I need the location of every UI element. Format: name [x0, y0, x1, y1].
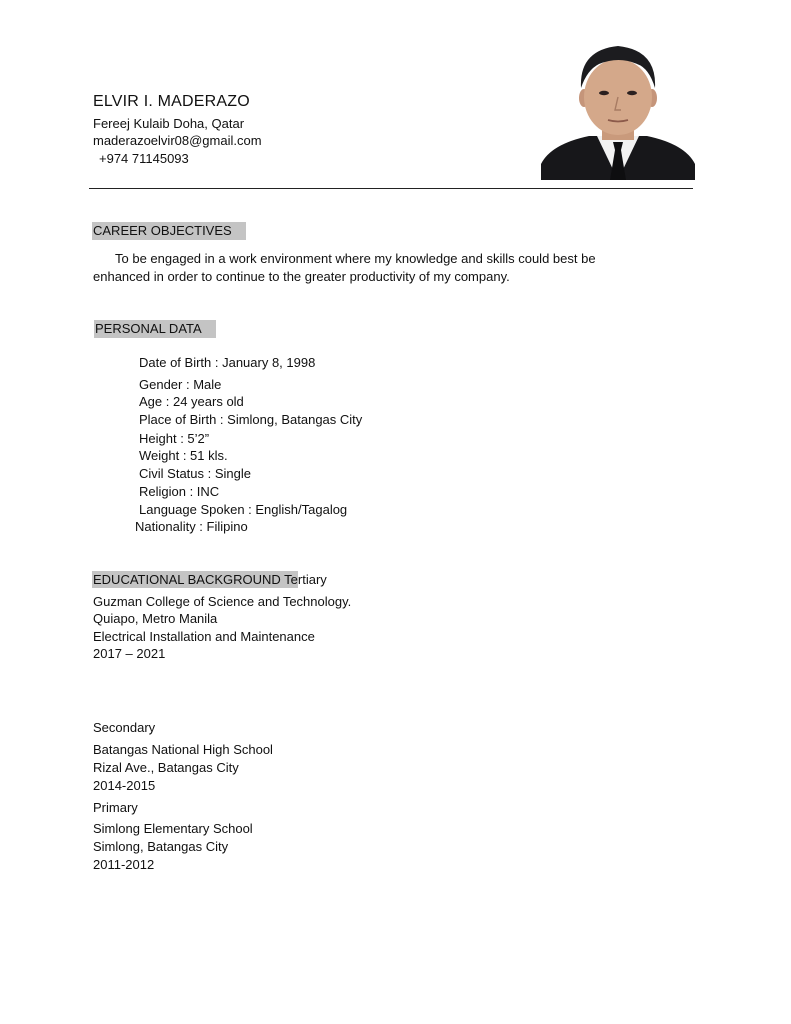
- education-heading-label: EDUCATIONAL BACKGROUND Te: [93, 572, 298, 587]
- language-spoken: Language Spoken : English/Tagalog: [139, 502, 348, 517]
- religion: Religion : INC: [139, 484, 220, 499]
- phone: +974 71145093: [99, 151, 189, 166]
- age: Age : 24 years old: [139, 394, 244, 409]
- gender: Gender : Male: [139, 377, 222, 392]
- tertiary-years: 2017 – 2021: [93, 646, 166, 661]
- nationality: Nationality : Filipino: [135, 519, 248, 534]
- primary-school: Simlong Elementary School: [93, 821, 253, 836]
- education-heading: [92, 572, 327, 588]
- career-objectives-text: [93, 250, 673, 286]
- secondary-label: Secondary: [93, 720, 156, 735]
- date-of-birth: Date of Birth : January 8, 1998: [139, 355, 316, 370]
- primary-label: Primary: [93, 800, 138, 815]
- height: Height : 5’2”: [139, 431, 210, 446]
- career-line-1: To be engaged in a work environment where my knowledge and skills could best be: [115, 251, 596, 266]
- address: Fereej Kulaib Doha, Qatar: [93, 116, 245, 131]
- place-of-birth: Place of Birth : Simlong, Batangas City: [139, 412, 363, 427]
- weight: Weight : 51 kls.: [139, 448, 228, 463]
- civil-status: Civil Status : Single: [139, 466, 251, 481]
- tertiary-school: Guzman College of Science and Technology.: [93, 594, 352, 609]
- personal-data-heading: PERSONAL DATA: [94, 320, 216, 338]
- primary-location: Simlong, Batangas City: [93, 839, 229, 854]
- career-line-2: enhanced in order to continue to the greater productivity of my company.: [93, 269, 510, 284]
- profile-photo: [541, 42, 695, 180]
- secondary-school: Batangas National High School: [93, 742, 273, 757]
- secondary-years: 2014-2015: [93, 778, 156, 793]
- primary-years: 2011-2012: [93, 857, 155, 872]
- email: maderazoelvir08@gmail.com: [93, 133, 262, 148]
- secondary-location: Rizal Ave., Batangas City: [93, 760, 239, 775]
- career-objectives-heading: CAREER OBJECTIVES: [92, 222, 246, 240]
- header-divider: [89, 188, 693, 189]
- applicant-name: ELVIR I. MADERAZO: [93, 93, 250, 110]
- tertiary-location: Quiapo, Metro Manila: [93, 611, 218, 626]
- tertiary-label: rtiary: [297, 572, 327, 587]
- tertiary-course: Electrical Installation and Maintenance: [93, 629, 315, 644]
